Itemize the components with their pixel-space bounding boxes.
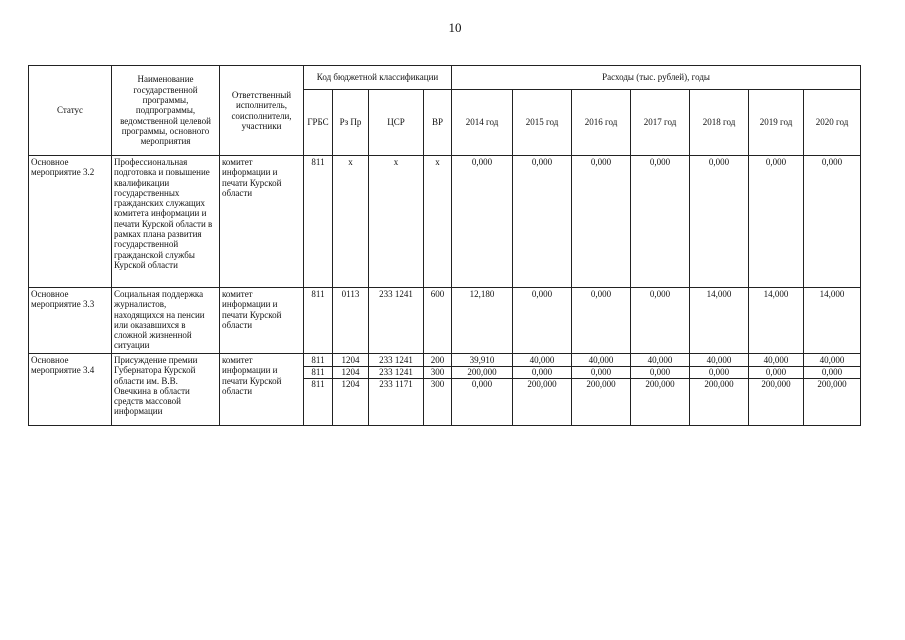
row-executor: комитет информации и печати Курской области	[220, 354, 304, 426]
cell-2014: 200,000	[452, 367, 512, 379]
header-csr: ЦСР	[369, 90, 424, 156]
cell-2014: 0,000	[452, 156, 513, 288]
cell-grbs: 811	[311, 379, 325, 389]
cell-2015: 0,000	[513, 156, 572, 288]
cell-2017: 0,000	[631, 367, 689, 379]
cell-2015: 0,000	[513, 367, 571, 379]
cell-csr: 233 1241	[369, 355, 423, 367]
cell-vr: 300	[424, 367, 451, 379]
header-year-2015: 2015 год	[513, 90, 572, 156]
cell-2020: 0,000	[804, 367, 860, 379]
header-vr: ВР	[424, 90, 452, 156]
cell-grbs: 811	[304, 156, 333, 288]
cell-2018: 200,000	[704, 379, 734, 389]
cell-rzpr: 1204	[333, 367, 368, 379]
page-number: 10	[448, 20, 462, 35]
header-year-2019: 2019 год	[749, 90, 804, 156]
cell-2020: 0,000	[804, 156, 861, 288]
header-year-2020: 2020 год	[804, 90, 861, 156]
cell-2018: 0,000	[690, 367, 748, 379]
row-status: Основное мероприятие 3.2	[29, 156, 112, 288]
row-name: Социальная поддержка журналистов, находящихся на пенсии или оказавшихся в сложной жизненной ситуации	[112, 288, 220, 354]
cell-2016: 200,000	[586, 379, 616, 389]
cell-2014: 39,910	[452, 355, 512, 367]
cell-2015-stack	[513, 354, 572, 426]
cell-grbs-stack	[304, 354, 333, 426]
cell-2016: 0,000	[572, 288, 631, 354]
cell-rzpr: х	[333, 156, 369, 288]
header-year-2016: 2016 год	[572, 90, 631, 156]
cell-2020: 40,000	[804, 355, 860, 367]
cell-2020: 200,000	[817, 379, 847, 389]
cell-vr: 200	[424, 355, 451, 367]
cell-2017: 200,000	[645, 379, 675, 389]
budget-table	[28, 65, 861, 426]
cell-grbs: 811	[304, 288, 333, 354]
cell-2019: 40,000	[749, 355, 803, 367]
cell-2016-stack	[572, 354, 631, 426]
header-rzpr: Рз Пр	[333, 90, 369, 156]
table-row	[29, 288, 861, 354]
cell-2019: 200,000	[761, 379, 791, 389]
header-executor: Ответственный исполнитель, соисполнители, участники	[220, 66, 304, 156]
cell-csr: х	[369, 156, 424, 288]
row-name: Присуждение премии Губернатора Курской области им. В.В. Овечкина в области средств массовой информации	[112, 354, 220, 426]
cell-2017-stack	[631, 354, 690, 426]
cell-csr: 233 1171	[379, 379, 413, 389]
row-executor: комитет информации и печати Курской области	[220, 156, 304, 288]
cell-2016: 0,000	[572, 367, 630, 379]
header-year-2017: 2017 год	[631, 90, 690, 156]
cell-rzpr-stack	[333, 354, 369, 426]
row-status: Основное мероприятие 3.3	[29, 288, 112, 354]
cell-2018: 40,000	[690, 355, 748, 367]
header-expenses: Расходы (тыс. рублей), годы	[452, 66, 861, 90]
cell-2019: 0,000	[749, 156, 804, 288]
cell-vr: х	[424, 156, 452, 288]
cell-csr-stack	[369, 354, 424, 426]
row-name: Профессиональная подготовка и повышение квалификации государственных гражданских служащих комитета информации и печати Курской области в рамках плана развития государственной гражданской службы Курской области	[112, 156, 220, 288]
cell-vr: 300	[430, 379, 445, 389]
cell-2014-stack	[452, 354, 513, 426]
header-grbs: ГРБС	[304, 90, 333, 156]
cell-csr: 233 1241	[369, 367, 423, 379]
cell-vr-stack	[424, 354, 452, 426]
row-status: Основное мероприятие 3.4	[29, 354, 112, 426]
cell-2015: 40,000	[513, 355, 571, 367]
header-status: Статус	[29, 66, 112, 156]
table-row	[29, 156, 861, 288]
cell-2015: 0,000	[513, 288, 572, 354]
cell-2018-stack	[690, 354, 749, 426]
cell-2017: 0,000	[631, 156, 690, 288]
cell-2017: 0,000	[631, 288, 690, 354]
cell-2020-stack	[804, 354, 861, 426]
cell-2016: 0,000	[572, 156, 631, 288]
cell-2019: 0,000	[749, 367, 803, 379]
cell-2017: 40,000	[631, 355, 689, 367]
cell-rzpr: 1204	[333, 355, 368, 367]
cell-2020: 14,000	[804, 288, 861, 354]
cell-2015: 200,000	[527, 379, 557, 389]
cell-grbs: 811	[304, 355, 332, 367]
table-row	[29, 354, 861, 426]
header-year-2018: 2018 год	[690, 90, 749, 156]
cell-rzpr: 1204	[341, 379, 360, 389]
cell-grbs: 811	[304, 367, 332, 379]
cell-2019: 14,000	[749, 288, 804, 354]
cell-csr: 233 1241	[369, 288, 424, 354]
header-year-2014: 2014 год	[452, 90, 513, 156]
row-executor: комитет информации и печати Курской области	[220, 288, 304, 354]
header-budget-code: Код бюджетной классификации	[304, 66, 452, 90]
cell-2018: 14,000	[690, 288, 749, 354]
cell-2019-stack	[749, 354, 804, 426]
cell-2014: 12,180	[452, 288, 513, 354]
cell-vr: 600	[424, 288, 452, 354]
cell-2014: 0,000	[471, 379, 493, 389]
cell-rzpr: 0113	[333, 288, 369, 354]
cell-2016: 40,000	[572, 355, 630, 367]
header-name: Наименование государственной программы, подпрограммы, ведомственной целевой программы, основного мероприятия	[112, 66, 220, 156]
cell-2018: 0,000	[690, 156, 749, 288]
